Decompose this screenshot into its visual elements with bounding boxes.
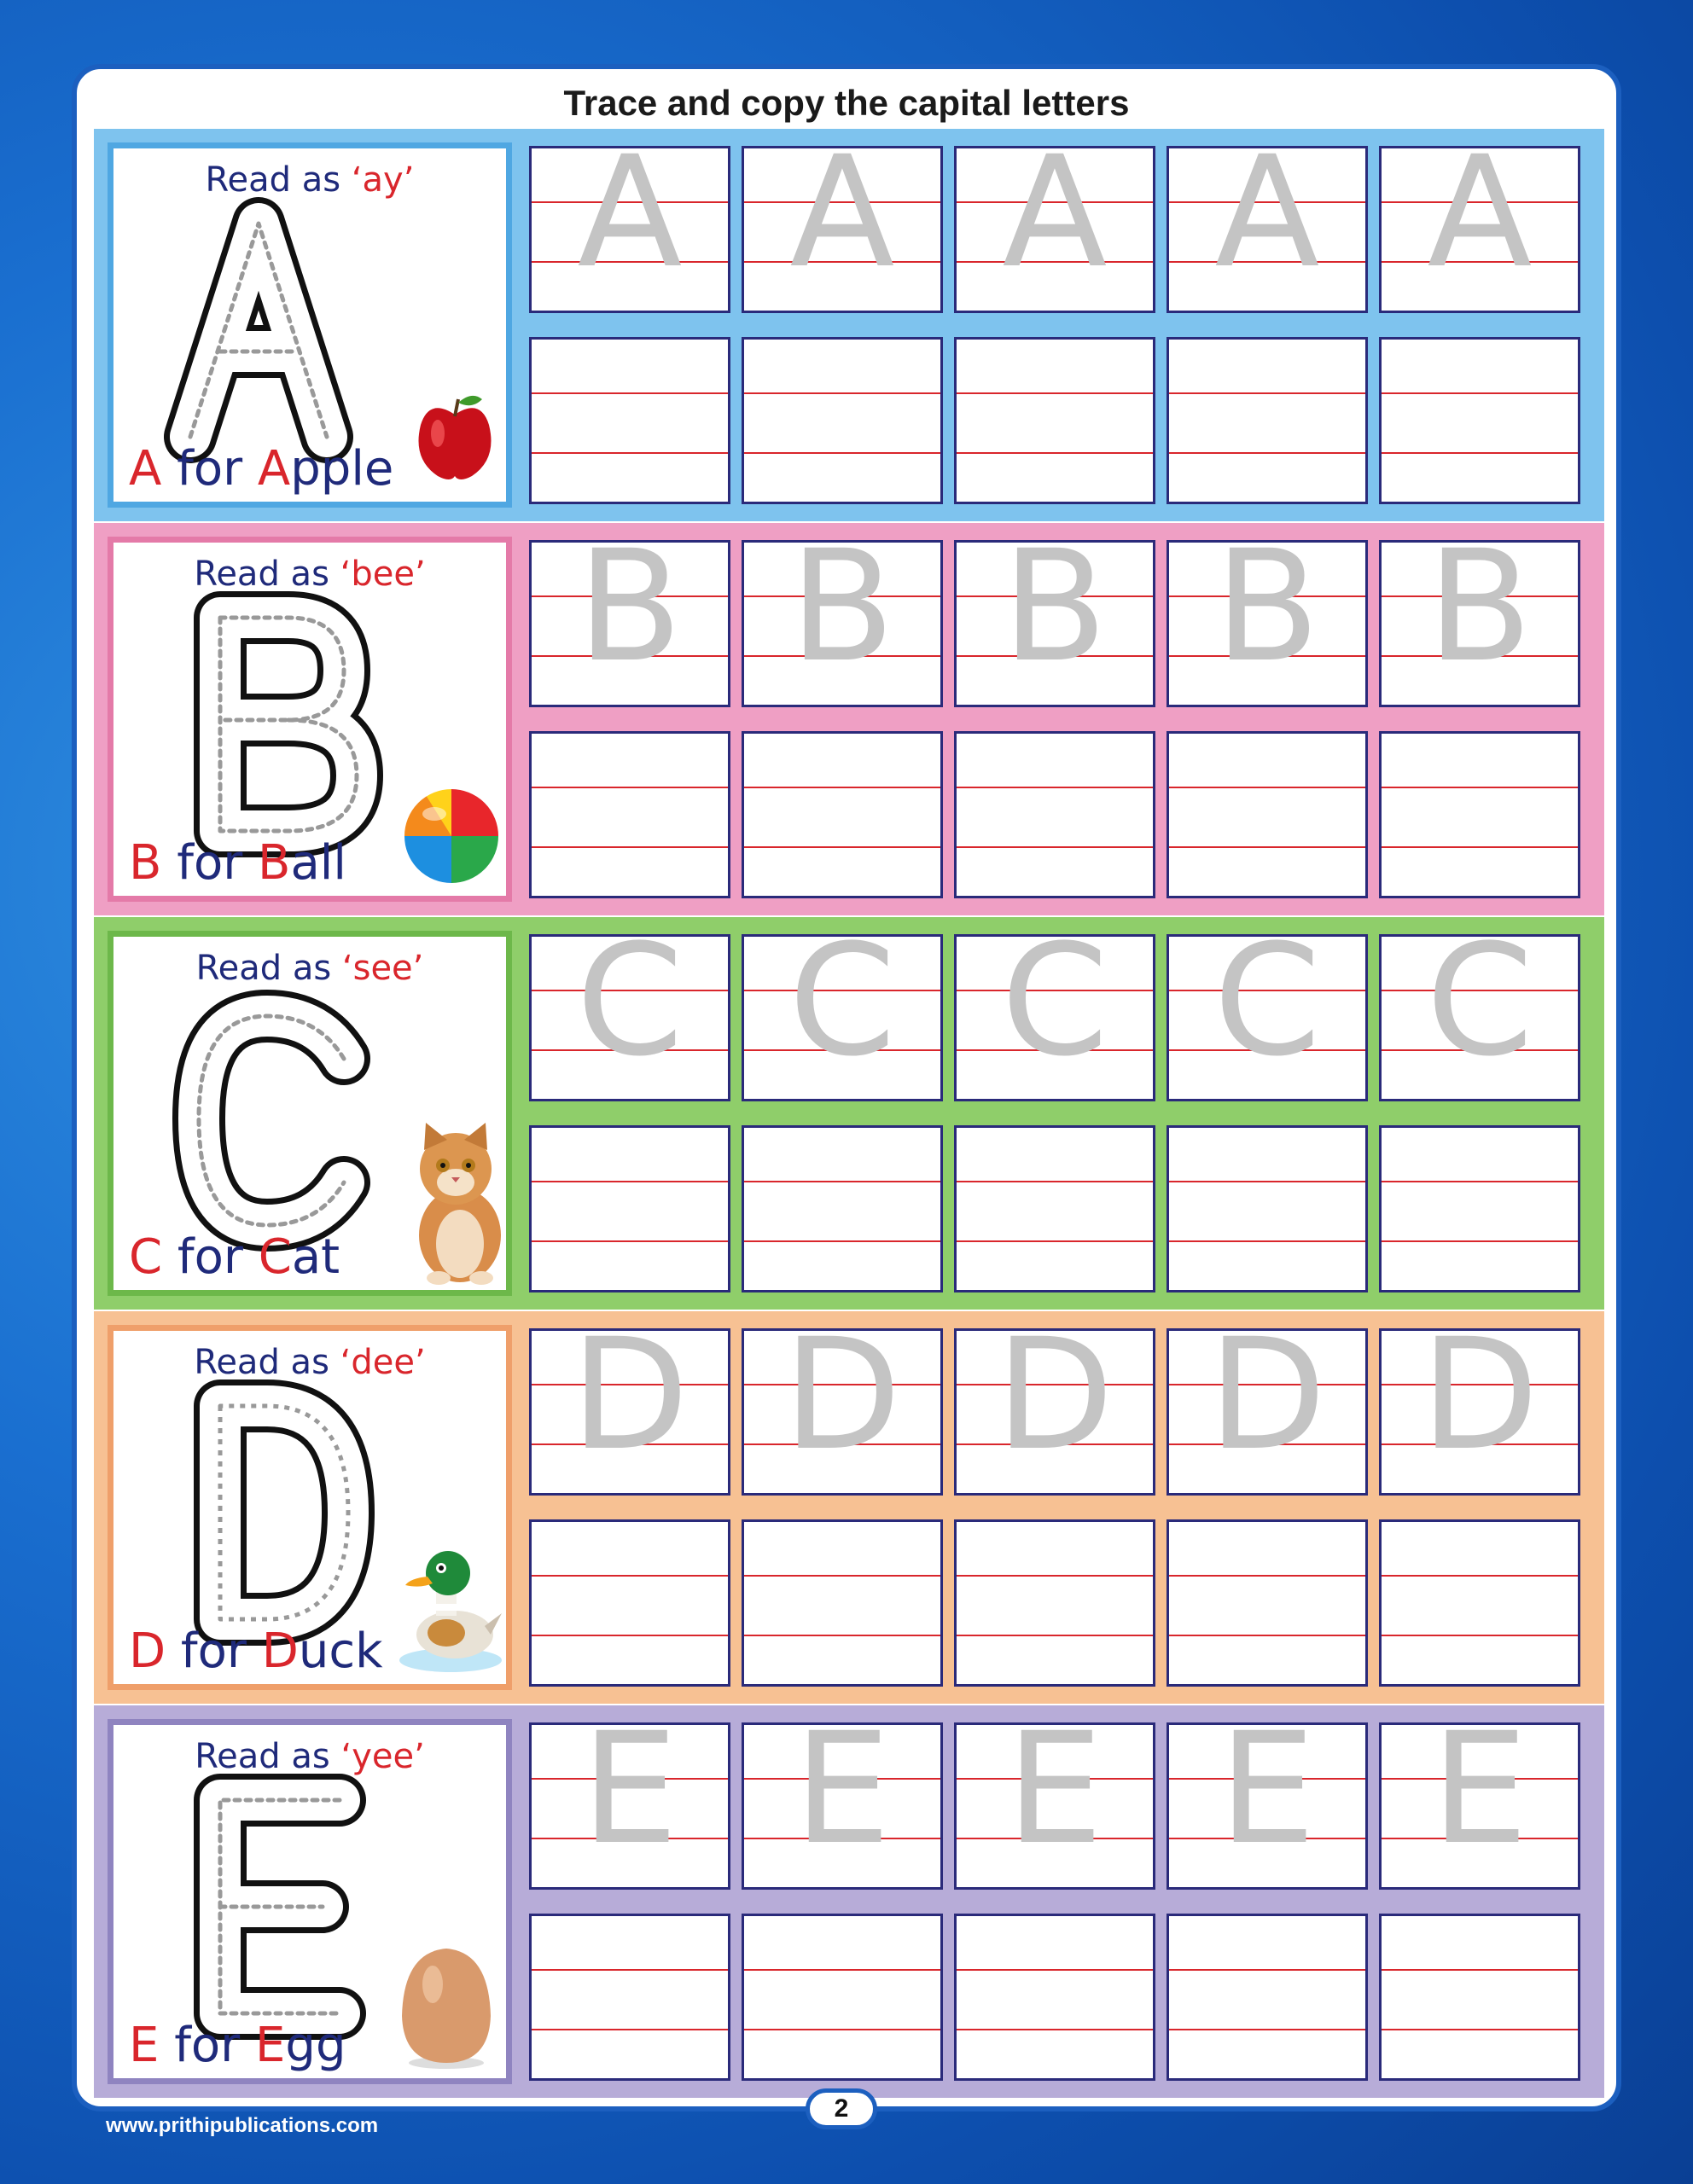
guide-line xyxy=(957,1240,1153,1242)
trace-letter: D xyxy=(570,1328,689,1484)
caption-letter: C xyxy=(129,1229,163,1285)
read-as-text: Read as xyxy=(194,555,340,594)
caption-word-initial: B xyxy=(258,835,291,891)
copy-cell[interactable] xyxy=(529,1125,730,1292)
guide-line xyxy=(957,846,1153,848)
pronunciation-sound: ‘ay’ xyxy=(351,160,415,200)
caption-for: for xyxy=(161,835,259,891)
copy-cell[interactable] xyxy=(954,1914,1155,2081)
guide-line xyxy=(532,1575,728,1577)
caption-word-initial: A xyxy=(257,441,291,497)
trace-letter: E xyxy=(1431,1722,1528,1879)
letter-row-a xyxy=(94,129,1604,521)
apple-picture xyxy=(412,391,497,488)
caption-word-initial: C xyxy=(258,1229,292,1285)
trace-letter: D xyxy=(1420,1328,1539,1484)
page-number: 2 xyxy=(806,2088,877,2129)
guide-line xyxy=(957,392,1153,394)
guide-line xyxy=(532,1240,728,1242)
guide-line xyxy=(957,787,1153,788)
caption-word-initial: E xyxy=(255,2018,286,2073)
guide-line xyxy=(1169,1969,1365,1971)
trace-letter: B xyxy=(1002,540,1108,696)
copy-cell[interactable] xyxy=(529,1519,730,1687)
letter-card xyxy=(108,931,512,1296)
guide-line xyxy=(532,787,728,788)
trace-cell[interactable] xyxy=(1379,1328,1580,1496)
guide-line xyxy=(1382,2029,1578,2030)
guide-line xyxy=(1382,1181,1578,1182)
trace-letter: D xyxy=(1207,1328,1327,1484)
letter-row-c xyxy=(94,917,1604,1310)
duck-picture xyxy=(395,1532,506,1681)
website-url: www.prithipublications.com xyxy=(106,2114,379,2137)
guide-line xyxy=(532,392,728,394)
trace-cell[interactable] xyxy=(1379,934,1580,1101)
copy-cell[interactable] xyxy=(1166,337,1368,504)
guide-line xyxy=(1169,452,1365,454)
trace-letter: B xyxy=(1214,540,1320,696)
trace-cell[interactable] xyxy=(1166,1722,1368,1890)
caption-word-rest: pple xyxy=(290,441,394,497)
trace-cell[interactable] xyxy=(1379,146,1580,313)
trace-letter: B xyxy=(1427,540,1533,696)
trace-cell[interactable] xyxy=(1166,934,1368,1101)
trace-cell[interactable] xyxy=(529,146,730,313)
copy-cell[interactable] xyxy=(1379,1125,1580,1292)
trace-cell[interactable] xyxy=(1166,540,1368,707)
cat-picture xyxy=(400,1116,511,1290)
guide-line xyxy=(744,1969,940,1971)
guide-line xyxy=(1169,1635,1365,1636)
trace-cell[interactable] xyxy=(529,1722,730,1890)
copy-cell[interactable] xyxy=(1379,731,1580,898)
worksheet xyxy=(72,64,1621,2111)
guide-line xyxy=(1382,1575,1578,1577)
guide-line xyxy=(744,1635,940,1636)
copy-cell[interactable] xyxy=(954,731,1155,898)
guide-line xyxy=(744,1575,940,1577)
trace-letter: E xyxy=(581,1722,678,1879)
guide-line xyxy=(1382,1635,1578,1636)
copy-cell[interactable] xyxy=(1379,337,1580,504)
trace-cell[interactable] xyxy=(742,1722,943,1890)
trace-cell[interactable] xyxy=(742,934,943,1101)
read-as-text: Read as xyxy=(195,949,342,988)
copy-cell[interactable] xyxy=(529,731,730,898)
guide-line xyxy=(532,2029,728,2030)
guide-line xyxy=(1382,452,1578,454)
trace-cell[interactable] xyxy=(1166,1328,1368,1496)
guide-line xyxy=(957,2029,1153,2030)
trace-cell[interactable] xyxy=(1166,146,1368,313)
caption-for: for xyxy=(159,2018,255,2073)
guide-line xyxy=(744,1181,940,1182)
trace-cell[interactable] xyxy=(1379,1722,1580,1890)
guide-line xyxy=(744,846,940,848)
caption-word-rest: at xyxy=(291,1229,340,1285)
trace-cell[interactable] xyxy=(954,1722,1155,1890)
copy-cell[interactable] xyxy=(1379,1914,1580,2081)
trace-letter: A xyxy=(1214,146,1320,302)
copy-cell[interactable] xyxy=(1166,1914,1368,2081)
letter-row-d xyxy=(94,1311,1604,1704)
letter-card xyxy=(108,537,512,902)
guide-line xyxy=(532,1181,728,1182)
trace-letter: D xyxy=(783,1328,902,1484)
caption-for: for xyxy=(161,441,258,497)
guide-line xyxy=(744,392,940,394)
guide-line xyxy=(1169,392,1365,394)
guide-line xyxy=(1382,1969,1578,1971)
letter-card xyxy=(108,142,512,508)
read-as-text: Read as xyxy=(195,1737,341,1776)
guide-line xyxy=(532,1635,728,1636)
copy-cell[interactable] xyxy=(742,1125,943,1292)
word-caption xyxy=(129,1229,340,1285)
word-caption xyxy=(129,835,346,891)
trace-letter: C xyxy=(1213,934,1321,1090)
guide-line xyxy=(1382,787,1578,788)
caption-for: for xyxy=(162,1229,259,1285)
trace-letter: E xyxy=(1006,1722,1103,1879)
page-title: Trace and copy the capital letters xyxy=(563,83,1130,123)
guide-line xyxy=(1382,392,1578,394)
letter-row-b xyxy=(94,523,1604,915)
caption-letter: A xyxy=(129,441,162,497)
copy-cell[interactable] xyxy=(954,337,1155,504)
copy-cell[interactable] xyxy=(1166,1125,1368,1292)
trace-letter: E xyxy=(1219,1722,1316,1879)
trace-cell[interactable] xyxy=(1379,540,1580,707)
guide-line xyxy=(957,1969,1153,1971)
copy-cell[interactable] xyxy=(954,1125,1155,1292)
read-as-text: Read as xyxy=(194,1343,340,1382)
trace-cell[interactable] xyxy=(742,540,943,707)
trace-letter: B xyxy=(577,540,683,696)
guide-line xyxy=(744,787,940,788)
guide-line xyxy=(957,1181,1153,1182)
trace-cell[interactable] xyxy=(954,540,1155,707)
trace-letter: A xyxy=(1427,146,1533,302)
caption-for: for xyxy=(166,1623,262,1679)
guide-line xyxy=(957,452,1153,454)
trace-cell[interactable] xyxy=(954,146,1155,313)
guide-line xyxy=(1169,787,1365,788)
trace-letter: C xyxy=(1426,934,1533,1090)
trace-letter: C xyxy=(576,934,684,1090)
guide-line xyxy=(1169,846,1365,848)
caption-letter: B xyxy=(129,835,162,891)
guide-line xyxy=(1382,1240,1578,1242)
guide-line xyxy=(1169,1240,1365,1242)
letter-card xyxy=(108,1719,512,2084)
caption-word-rest: gg xyxy=(285,2018,346,2073)
guide-line xyxy=(532,1969,728,1971)
caption-word-initial: D xyxy=(261,1623,299,1679)
copy-cell[interactable] xyxy=(529,1914,730,2081)
egg-picture xyxy=(395,1943,497,2075)
trace-cell[interactable] xyxy=(954,1328,1155,1496)
copy-cell[interactable] xyxy=(742,1914,943,2081)
ball-picture xyxy=(400,785,503,891)
pronunciation-sound: ‘yee’ xyxy=(340,1737,425,1776)
copy-cell[interactable] xyxy=(742,1519,943,1687)
word-caption xyxy=(129,1623,383,1679)
trace-letter: B xyxy=(789,540,895,696)
guide-line xyxy=(532,846,728,848)
guide-line xyxy=(744,452,940,454)
guide-line xyxy=(744,2029,940,2030)
guide-line xyxy=(1169,1181,1365,1182)
caption-letter: E xyxy=(129,2018,160,2073)
copy-cell[interactable] xyxy=(742,731,943,898)
guide-line xyxy=(532,452,728,454)
trace-letter: E xyxy=(794,1722,891,1879)
caption-word-rest: all xyxy=(290,835,346,891)
letter-card xyxy=(108,1325,512,1690)
pronunciation-sound: ‘dee’ xyxy=(340,1343,426,1382)
guide-line xyxy=(957,1575,1153,1577)
trace-letter: A xyxy=(1002,146,1108,302)
copy-cell[interactable] xyxy=(954,1519,1155,1687)
copy-cell[interactable] xyxy=(1166,1519,1368,1687)
read-as-text: Read as xyxy=(205,160,352,200)
trace-cell[interactable] xyxy=(954,934,1155,1101)
copy-cell[interactable] xyxy=(742,337,943,504)
trace-cell[interactable] xyxy=(742,1328,943,1496)
copy-cell[interactable] xyxy=(1379,1519,1580,1687)
trace-letter: D xyxy=(995,1328,1114,1484)
trace-letter: C xyxy=(788,934,896,1090)
trace-cell[interactable] xyxy=(742,146,943,313)
pronunciation-sound: ‘see’ xyxy=(341,949,424,988)
caption-letter: D xyxy=(129,1623,166,1679)
trace-cell[interactable] xyxy=(529,540,730,707)
letter-row-e xyxy=(94,1705,1604,2098)
trace-letter: A xyxy=(789,146,895,302)
trace-letter: A xyxy=(577,146,683,302)
word-caption xyxy=(129,2018,346,2073)
caption-word-rest: uck xyxy=(298,1623,383,1679)
guide-line xyxy=(957,1635,1153,1636)
pronunciation-sound: ‘bee’ xyxy=(340,555,426,594)
word-caption xyxy=(129,441,393,497)
trace-cell[interactable] xyxy=(529,1328,730,1496)
guide-line xyxy=(1169,1575,1365,1577)
guide-line xyxy=(1382,846,1578,848)
trace-letter: C xyxy=(1001,934,1108,1090)
guide-line xyxy=(1169,2029,1365,2030)
copy-cell[interactable] xyxy=(529,337,730,504)
guide-line xyxy=(744,1240,940,1242)
trace-cell[interactable] xyxy=(529,934,730,1101)
copy-cell[interactable] xyxy=(1166,731,1368,898)
